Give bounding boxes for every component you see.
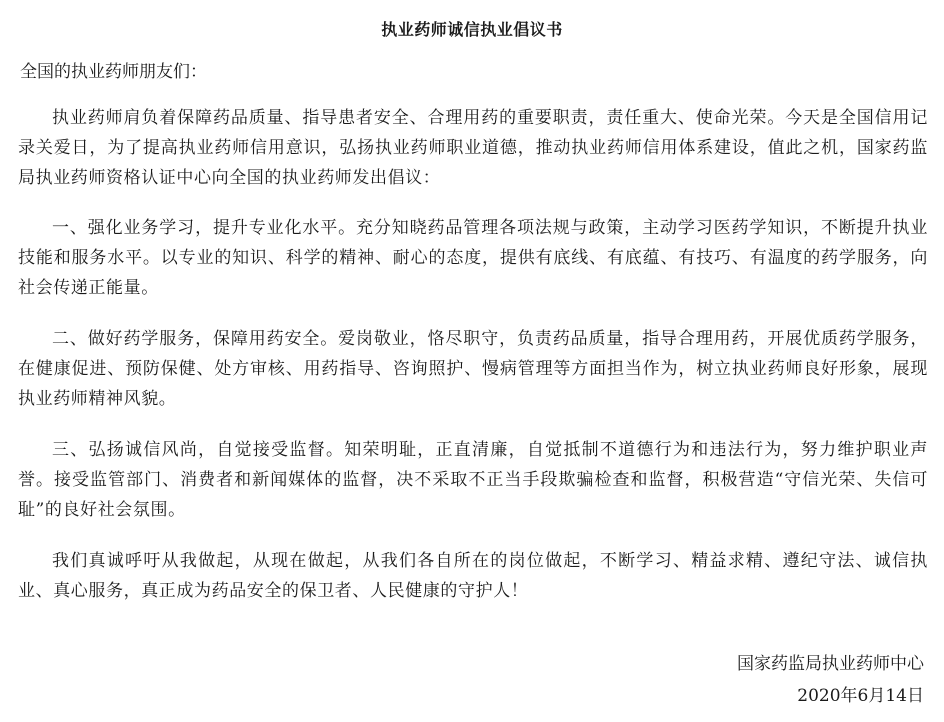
paragraph-point-3: 三、弘扬诚信风尚，自觉接受监督。知荣明耻，正直清廉，自觉抵制不道德行为和违法行为，努力维护职业声誉。接受监管部门、消费者和新闻媒体的监督，决不采取不正当手段欺骗检查和监督，积极营造“守信光荣、失信可耻”的良好社会氛围。: [18, 440, 928, 520]
salutation: 全国的执业药师朋友们：: [20, 62, 207, 82]
paragraph-point-1: 一、强化业务学习，提升专业化水平。充分知晓药品管理各项法规与政策，主动学习医药学知识，不断提升执业技能和服务水平。以专业的知识、科学的精神、耐心的态度，提供有底线、有底蕴、有技巧、有温度的药学服务，向社会传递正能量。: [18, 218, 928, 298]
paragraph-intro: 执业药师肩负着保障药品质量、指导患者安全、合理用药的重要职责，责任重大、使命光荣。今天是全国信用记录关爱日，为了提高执业药师信用意识，弘扬执业药师职业道德，推动执业药师信用体系建设，值此之机，国家药监局执业药师资格认证中心向全国的执业药师发出倡议：: [18, 108, 928, 188]
signature-date: 2020年6月14日: [797, 686, 924, 706]
document-title: 执业药师诚信执业倡议书: [381, 20, 563, 39]
signature-organization: 国家药监局执业药师中心: [737, 654, 924, 674]
paragraph-point-2: 二、做好药学服务，保障用药安全。爱岗敬业，恪尽职守，负责药品质量，指导合理用药，开展优质药学服务，在健康促进、预防保健、处方审核、用药指导、咨询照护、慢病管理等方面担当作为，树立执业药师良好形象，展现执业药师精神风貌。: [18, 329, 928, 409]
paragraph-closing: 我们真诚呼吁从我做起，从现在做起，从我们各自所在的岗位做起，不断学习、精益求精、遵纪守法、诚信执业、真心服务，真正成为药品安全的保卫者、人民健康的守护人！: [18, 551, 928, 601]
